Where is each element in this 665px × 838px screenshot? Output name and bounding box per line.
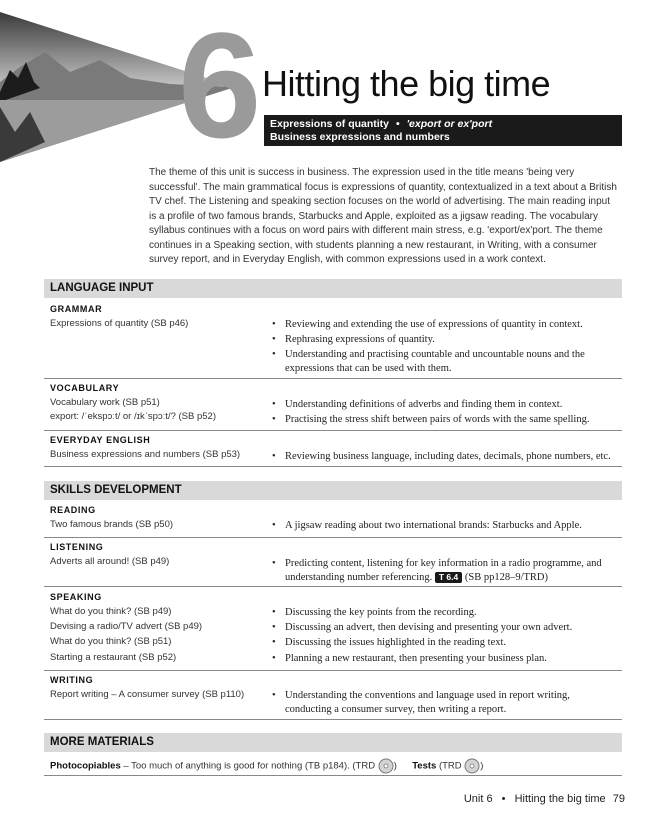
vocabulary-bullet-1: • Understanding definitions of adverbs and finding them in context. — [272, 399, 563, 410]
reading-bullet-1: • A jigsaw reading about two international brands: Starbucks and Apple. — [272, 520, 582, 531]
speaking-label: SPEAKING — [50, 592, 102, 602]
listening-bullet-1: • Predicting content, listening for key information in a radio programme, and understanding number referencing. T 6.4 (SB pp128–9/TRD) — [272, 558, 602, 583]
speaking-item-3: What do you think? (SB p51) — [50, 636, 172, 647]
unit-title: Hitting the big time — [262, 63, 551, 104]
row-divider — [44, 586, 622, 587]
unit-intro: The theme of this unit is success in business. The expression used in the title means 'being very successful'. The main grammatical focus is expressions of quantity, contextualized in a text about a British TV chef. The Listening and speaking section focuses on the world of advertising. The main reading input is a profile of two famous brands, Starbucks and Apple, exploited as a jigsaw reading. The vocabulary syllabus continues with a focus on word pairs with different main stress, e.g. 'export/ex'port. The theme continues in a Speaking section, with students planning a new restaurant, in Writing, with a consumer survey report, and in Everyday English, with common expressions used in a work context. — [149, 167, 617, 265]
speaking-bullet-3: • Discussing the issues highlighted in the reading text. — [272, 637, 507, 648]
grammar-bullet-2: • Rephrasing expressions of quantity. — [272, 334, 435, 345]
audio-track-badge: T 6.4 — [435, 572, 462, 583]
speaking-item-4: Starting a restaurant (SB p52) — [50, 652, 177, 663]
listening-label: LISTENING — [50, 542, 104, 552]
more-materials-heading: MORE MATERIALS — [44, 733, 622, 752]
subtitle-vocabulary: 'export or ex'port — [406, 118, 493, 130]
subtitle-everyday: Business expressions and numbers — [270, 131, 450, 143]
vocabulary-bullet-2: • Practising the stress shift between pairs of words with the same spelling. — [272, 414, 590, 425]
grammar-bullet-1: • Reviewing and extending the use of expressions of quantity in context. — [272, 319, 583, 330]
subtitle-grammar: Expressions of quantity — [270, 118, 390, 130]
grammar-bullet-3: • Understanding and practising countable and uncountable nouns and the expressions that can be used with them. — [272, 349, 585, 374]
grammar-item: Expressions of quantity (SB p46) — [50, 318, 189, 329]
speaking-bullet-2: • Discussing an advert, then devising and presenting your own advert. — [272, 622, 573, 633]
vocabulary-label: VOCABULARY — [50, 383, 120, 393]
writing-bullet-1: • Understanding the conventions and language used in report writing, conducting a consumer survey, then writing a report. — [272, 690, 570, 715]
row-divider — [44, 670, 622, 671]
language-input-heading: LANGUAGE INPUT — [44, 279, 622, 298]
grammar-label: GRAMMAR — [50, 304, 103, 314]
skills-development-heading: SKILLS DEVELOPMENT — [44, 481, 622, 500]
writing-label: WRITING — [50, 675, 94, 685]
row-divider — [44, 537, 622, 538]
listening-item: Adverts all around! (SB p49) — [50, 556, 170, 567]
row-divider — [44, 430, 622, 431]
speaking-bullet-1: • Discussing the key points from the recording. — [272, 607, 477, 618]
subtitle-separator: • — [395, 118, 400, 130]
photocopiables-text: – Too much of anything is good for nothing (TB p184). (TRD — [120, 760, 378, 772]
unit-subtitle-bar — [264, 115, 622, 146]
section-end-divider — [44, 775, 622, 776]
footer-title: Hitting the big time — [514, 793, 606, 805]
speaking-bullet-4: • Planning a new restaurant, then presenting your business plan. — [272, 653, 547, 664]
page-number: 79 — [612, 793, 625, 805]
tests-label: Tests — [412, 760, 437, 772]
everyday-english-item: Business expressions and numbers (SB p53) — [50, 449, 241, 460]
reading-item: Two famous brands (SB p50) — [50, 519, 174, 530]
tests-text: (TRD — [436, 760, 465, 772]
unit-number: 6 — [178, 1, 258, 169]
section-end-divider — [44, 466, 622, 467]
section-end-divider — [44, 719, 622, 720]
writing-item: Report writing – A consumer survey (SB p110) — [50, 689, 245, 700]
vocabulary-item-2: export: /ˈekspɔːt/ or /ɪkˈspɔːt/? (SB p52) — [50, 411, 216, 422]
reading-label: READING — [50, 505, 96, 515]
footer-separator: • — [501, 793, 506, 805]
speaking-item-1: What do you think? (SB p49) — [50, 606, 172, 617]
speaking-item-2: Devising a radio/TV advert (SB p49) — [50, 621, 203, 632]
everyday-english-bullet-1: • Reviewing business language, including dates, decimals, phone numbers, etc. — [272, 451, 611, 462]
photocopiables-label: Photocopiables — [50, 760, 121, 772]
more-materials-line: Photocopiables – Too much of anything is good for nothing (TB p184). (TRD ) Tests (TRD ) — [50, 758, 483, 774]
footer-unit: Unit 6 — [463, 793, 493, 805]
vocabulary-item-1: Vocabulary work (SB p51) — [50, 397, 160, 408]
page-footer — [464, 793, 625, 805]
row-divider — [44, 378, 622, 379]
everyday-english-label: EVERYDAY ENGLISH — [50, 435, 151, 445]
disc-icon — [464, 758, 480, 774]
disc-icon — [378, 758, 394, 774]
